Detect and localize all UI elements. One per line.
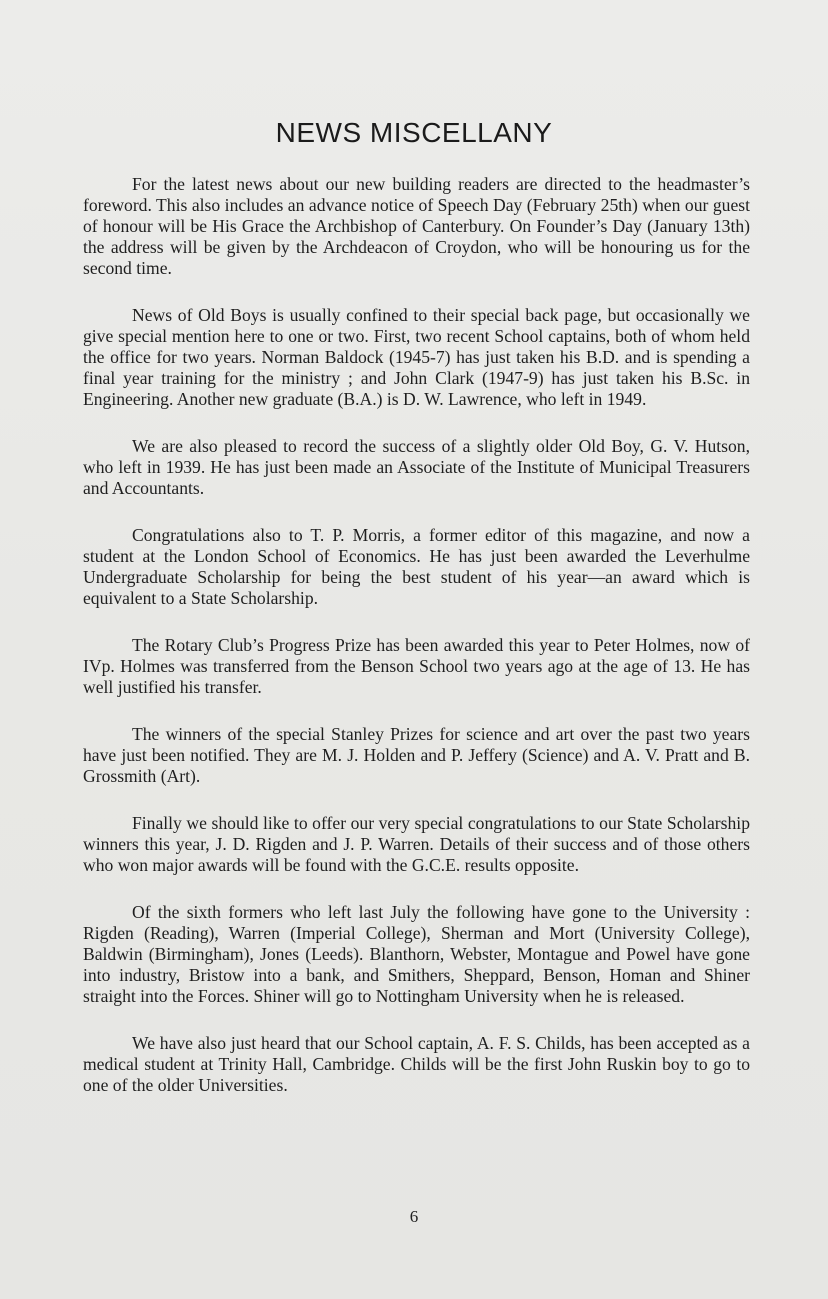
paragraph-state-scholarships: Finally we should like to offer our very special congratulations to our State Scholarship winners this year, J. D. Rigden and J. P. Warren. Details of their success and of those others who won major awards will be found with the G.C.E. results opposite. xyxy=(83,813,750,875)
page-number: 6 xyxy=(409,1207,419,1226)
paragraph-old-boys: News of Old Boys is usually confined to their special back page, but occasionally we give special mention here to one or two. First, two recent School captains, both of whom held the office for two years. Norman Baldock (1945-7) has just taken his B.D. and is spending a final year training for the ministry ; and John Clark (1947-9) has just taken his B.Sc. in Engineering. Another new graduate (B.A.) is D. W. Lawrence, who left in 1949. xyxy=(83,305,750,409)
paragraph-morris: Congratulations also to T. P. Morris, a former editor of this magazine, and now a student at the London School of Economics. He has just been awarded the Leverhulme Undergraduate Scholarship for being the best student of his year—an award which is equivalent to a State Scholarship. xyxy=(83,525,750,608)
paragraph-sixth-formers: Of the sixth formers who left last July the following have gone to the University : Rigden (Reading), Warren (Imperial College), Sherman and Mort (University College), Baldwin (Birmingham), Jones (Leeds). Blanthorn, Webster, Montague and Powel have gone into industry, Bristow into a bank, and Smithers, Sheppard, Benson, Homan and Shiner straight into the Forces. Shiner will go to Nottingham University when he is released. xyxy=(83,902,750,1006)
paragraph-building-news: For the latest news about our new building readers are directed to the headmaster’s foreword. This also includes an advance notice of Speech Day (February 25th) when our guest of honour will be His Grace the Archbishop of Canterbury. On Founder’s Day (January 13th) the address will be given by the Archdeacon of Croydon, who will be honouring us for the second time. xyxy=(83,174,750,278)
paragraph-childs: We have also just heard that our School captain, A. F. S. Childs, has been accepted as a medical student at Trinity Hall, Cambridge. Childs will be the first John Ruskin boy to go to one of the older Universities. xyxy=(83,1033,750,1095)
paragraph-rotary-prize: The Rotary Club’s Progress Prize has been awarded this year to Peter Holmes, now of IVp. Holmes was transferred from the Benson School two years ago at the age of 13. He has well justified his transfer. xyxy=(83,635,750,697)
page-title: NEWS MISCELLANY xyxy=(275,117,553,148)
paragraph-hutson: We are also pleased to record the success of a slightly older Old Boy, G. V. Hutson, who left in 1939. He has just been made an Associate of the Institute of Municipal Treasurers and Accountants. xyxy=(83,436,750,498)
paragraph-stanley-prizes: The winners of the special Stanley Prizes for science and art over the past two years have just been notified. They are M. J. Holden and P. Jeffery (Science) and A. V. Pratt and B. Grossmith (Art). xyxy=(83,724,750,786)
article-body xyxy=(83,174,750,1122)
